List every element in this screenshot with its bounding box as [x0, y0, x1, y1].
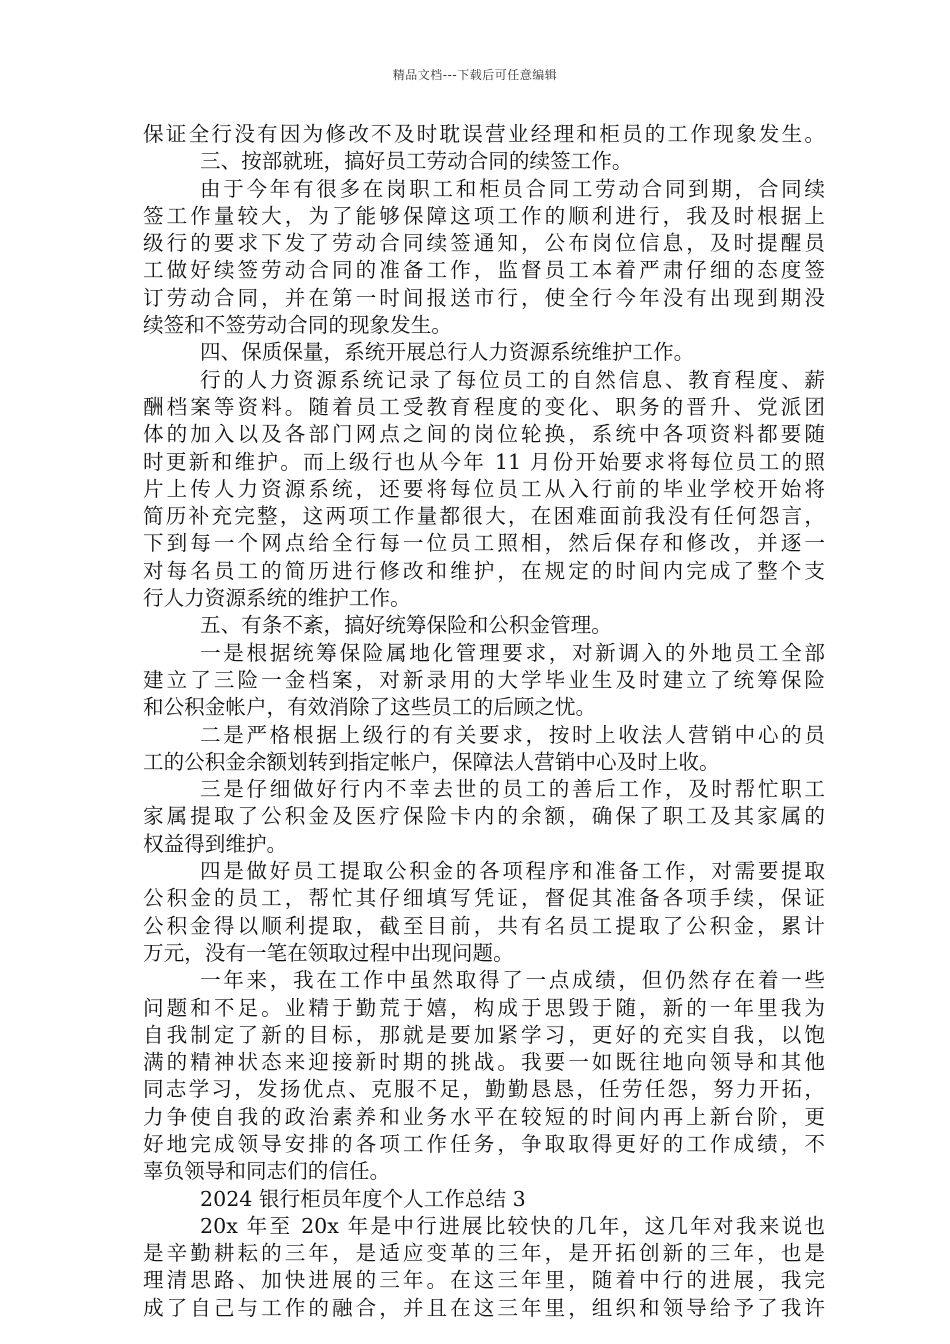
document-title: 2024 银行柜员年度个人工作总结 3 [200, 1186, 526, 1211]
paragraph-line: 四是做好员工提取公积金的各项程序和准备工作，对需要提取 [200, 859, 825, 884]
paragraph-line: 成了自己与工作的融合，并且在这三年里，组织和领导给予了我许 [143, 1295, 825, 1320]
paragraph-line: 三是仔细做好行内不幸去世的员工的善后工作，及时帮忙职工 [200, 777, 825, 802]
paragraph-line: 行的人力资源系统记录了每位员工的自然信息、教育程度、薪 [200, 367, 825, 392]
section-heading: 四、保质保量，系统开展总行人力资源系统维护工作。 [200, 340, 695, 365]
paragraph-line: 签工作量较大，为了能够保障这项工作的顺利进行，我及时根据上 [143, 203, 825, 228]
paragraph-line: 和公积金帐户，有效消除了这些员工的后顾之忧。 [143, 695, 597, 720]
paragraph-line: 二是严格根据上级行的有关要求，按时上收法人营销中心的员 [200, 722, 825, 747]
paragraph-line: 建立了三险一金档案，对新录用的大学毕业生及时建立了统筹保险 [143, 667, 825, 692]
paragraph-line: 万元，没有一笔在领取过程中出现问题。 [143, 940, 514, 965]
paragraph-line: 简历补充完整，这两项工作量都很大，在困难面前我没有任何怨言， [143, 504, 825, 529]
paragraph-line: 是辛勤耕耘的三年，是适应变革的三年，是开拓创新的三年，也是 [143, 1241, 825, 1266]
paragraph-line: 体的加入以及各部门网点之间的岗位轮换，系统中各项资料都要随 [143, 422, 825, 447]
paragraph-line: 好地完成领导安排的各项工作任务，争取取得更好的工作成绩，不 [143, 1131, 825, 1156]
paragraph-line: 权益得到维护。 [143, 831, 288, 856]
paragraph-line: 问题和不足。业精于勤荒于嬉，构成于思毁于随，新的一年里我为 [143, 995, 825, 1020]
paragraph-line: 家属提取了公积金及医疗保险卡内的余额，确保了职工及其家属的 [143, 804, 825, 829]
paragraph-line: 保证全行没有因为修改不及时耽误营业经理和柜员的工作现象发生。 [143, 122, 825, 146]
paragraph-line: 20x 年至 20x 年是中行进展比较快的几年，这几年对我来说也 [200, 1213, 825, 1238]
page-header: 精品文档---下载后可任意编辑 [392, 68, 558, 82]
paragraph-line: 酬档案等资料。随着员工受教育程度的变化、职务的晋升、党派团 [143, 394, 825, 419]
document-body [143, 121, 825, 1322]
paragraph-line: 公积金得以顺利提取，截至目前，共有名员工提取了公积金，累计 [143, 913, 825, 938]
paragraph-line: 一是根据统筹保险属地化管理要求，对新调入的外地员工全部 [200, 640, 825, 665]
paragraph-line: 工做好续签劳动合同的准备工作，监督员工本着严肃仔细的态度签 [143, 258, 825, 283]
paragraph-line: 力争使自我的政治素养和业务水平在较短的时间内再上新台阶，更 [143, 1104, 825, 1129]
section-heading: 三、按部就班，搞好员工劳动合同的续签工作。 [200, 149, 633, 174]
paragraph-line: 由于今年有很多在岗职工和柜员合同工劳动合同到期，合同续 [200, 176, 825, 201]
section-heading: 五、有条不紊，搞好统筹保险和公积金管理。 [200, 613, 612, 638]
paragraph-line: 片上传人力资源系统，还要将每位员工从入行前的毕业学校开始将 [143, 476, 825, 501]
paragraph-line: 公积金的员工，帮忙其仔细填写凭证，督促其准备各项手续，保证 [143, 886, 825, 911]
paragraph-line: 时更新和维护。而上级行也从今年 11 月份开始要求将每位员工的照 [143, 449, 825, 474]
paragraph-line: 理清思路、加快进展的三年。在这三年里，随着中行的进展，我完 [143, 1268, 825, 1293]
paragraph-line: 行人力资源系统的维护工作。 [143, 586, 411, 611]
paragraph-line: 对每名员工的简历进行修改和维护，在规定的时间内完成了整个支 [143, 558, 825, 583]
paragraph-line: 一年来，我在工作中虽然取得了一点成绩，但仍然存在着一些 [200, 968, 825, 993]
paragraph-line: 自我制定了新的目标，那就是要加紧学习，更好的充实自我，以饱 [143, 1022, 825, 1047]
paragraph-line: 同志学习，发扬优点、克服不足，勤勤恳恳，任劳任怨，努力开拓， [143, 1077, 825, 1102]
paragraph-line: 下到每一个网点给全行每一位员工照相，然后保存和修改，并逐一 [143, 531, 825, 556]
paragraph-line: 续签和不签劳动合同的现象发生。 [143, 313, 452, 338]
paragraph-line: 级行的要求下发了劳动合同续签通知，公布岗位信息，及时提醒员 [143, 231, 825, 256]
paragraph-line: 订劳动合同，并在第一时间报送市行，使全行今年没有出现到期没 [143, 285, 825, 310]
paragraph-line: 工的公积金余额划转到指定帐户，保障法人营销中心及时上收。 [143, 749, 720, 774]
paragraph-line: 辜负领导和同志们的信任。 [143, 1159, 391, 1184]
paragraph-line: 满的精神状态来迎接新时期的挑战。我要一如既往地向领导和其他 [143, 1050, 825, 1075]
